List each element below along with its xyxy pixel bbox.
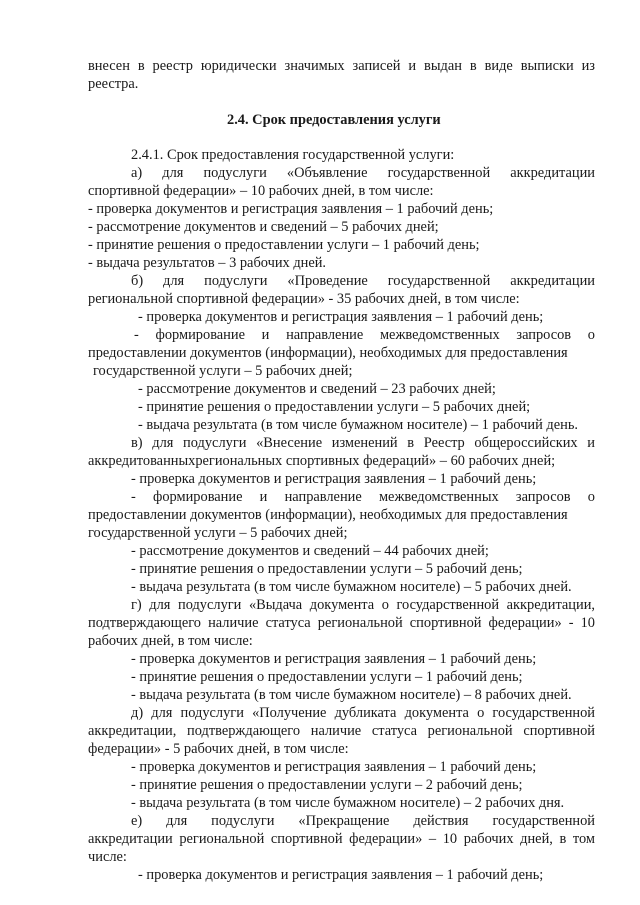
list-item: - выдача результата (в том числе бумажном носителе) – 1 рабочий день.: [138, 417, 578, 433]
paragraph-line: е) для подуслуги «Прекращение действия государственной: [131, 813, 595, 829]
paragraph-line: 2.4.1. Срок предоставления государственной услуги:: [131, 147, 455, 163]
paragraph-line: подтверждающего наличие статуса региональной спортивной федерации» - 10: [88, 615, 595, 631]
paragraph-line: г) для подуслуги «Выдача документа о государственной аккредитации,: [131, 597, 595, 613]
paragraph-line: б) для подуслуги «Проведение государственной аккредитации: [131, 273, 595, 289]
list-item: - выдача результата (в том числе бумажном носителе) – 8 рабочих дней.: [131, 687, 572, 703]
list-item: - проверка документов и регистрация заявления – 1 рабочий день;: [131, 759, 537, 775]
paragraph-line: федерации» - 5 рабочих дней, в том числе:: [88, 741, 349, 757]
paragraph-line: д) для подуслуги «Получение дубликата документа о государственной: [131, 705, 595, 721]
list-item: - проверка документов и регистрация заявления – 1 рабочий день;: [138, 867, 544, 883]
list-item: - принятие решения о предоставлении услуги – 5 рабочих дней;: [138, 399, 531, 415]
paragraph-line: государственной услуги – 5 рабочих дней;: [93, 363, 353, 379]
list-item: - рассмотрение документов и сведений – 44 рабочих дней;: [131, 543, 489, 559]
list-item: - формирование и направление межведомственных запросов о: [131, 489, 595, 505]
list-item: - рассмотрение документов и сведений – 5 рабочих дней;: [88, 219, 439, 235]
paragraph-line: аккредитации, подтверждающего наличие статуса региональной спортивной: [88, 723, 595, 739]
paragraph-line: а) для подуслуги «Объявление государственной аккредитации: [131, 165, 595, 181]
paragraph-line: числе:: [88, 849, 127, 865]
list-item: - формирование и направление межведомственных запросов о: [134, 327, 595, 343]
paragraph-line: предоставлении документов (информации), необходимых для предоставления: [88, 507, 568, 523]
paragraph-line: рабочих дней, в том числе:: [88, 633, 253, 649]
intro-line: внесен в реестр юридически значимых записей и выдан в виде выписки из: [88, 58, 595, 74]
list-item: - проверка документов и регистрация заявления – 1 рабочий день;: [138, 309, 544, 325]
list-item: - выдача результатов – 3 рабочих дней.: [88, 255, 327, 271]
intro-line: реестра.: [88, 76, 139, 92]
list-item: - принятие решения о предоставлении услуги – 1 рабочий день;: [131, 669, 523, 685]
list-item: - выдача результата (в том числе бумажном носителе) – 5 рабочих дней.: [131, 579, 572, 595]
paragraph-line: спортивной федерации» – 10 рабочих дней, в том числе:: [88, 183, 434, 199]
list-item: - проверка документов и регистрация заявления – 1 рабочий день;: [131, 651, 537, 667]
list-item: - принятие решения о предоставлении услуги – 1 рабочий день;: [88, 237, 480, 253]
list-item: - рассмотрение документов и сведений – 23 рабочих дней;: [138, 381, 496, 397]
list-item: - проверка документов и регистрация заявления – 1 рабочий день;: [131, 471, 537, 487]
paragraph-line: предоставлении документов (информации), необходимых для предоставления: [88, 345, 568, 361]
paragraph-line: региональной спортивной федерации» - 35 рабочих дней, в том числе:: [88, 291, 520, 307]
paragraph-line: аккредитованныхрегиональных спортивных федераций» – 60 рабочих дней;: [88, 453, 556, 469]
paragraph-line: в) для подуслуги «Внесение изменений в Реестр общероссийских и: [131, 435, 595, 451]
paragraph-line: государственной услуги – 5 рабочих дней;: [88, 525, 348, 541]
list-item: - проверка документов и регистрация заявления – 1 рабочий день;: [88, 201, 494, 217]
list-item: - принятие решения о предоставлении услуги – 2 рабочий день;: [131, 777, 523, 793]
section-heading: 2.4. Срок предоставления услуги: [227, 112, 441, 128]
paragraph-line: аккредитации региональной спортивной федерации» – 10 рабочих дней, в том: [88, 831, 595, 847]
list-item: - принятие решения о предоставлении услуги – 5 рабочий день;: [131, 561, 523, 577]
list-item: - выдача результата (в том числе бумажном носителе) – 2 рабочих дня.: [131, 795, 565, 811]
